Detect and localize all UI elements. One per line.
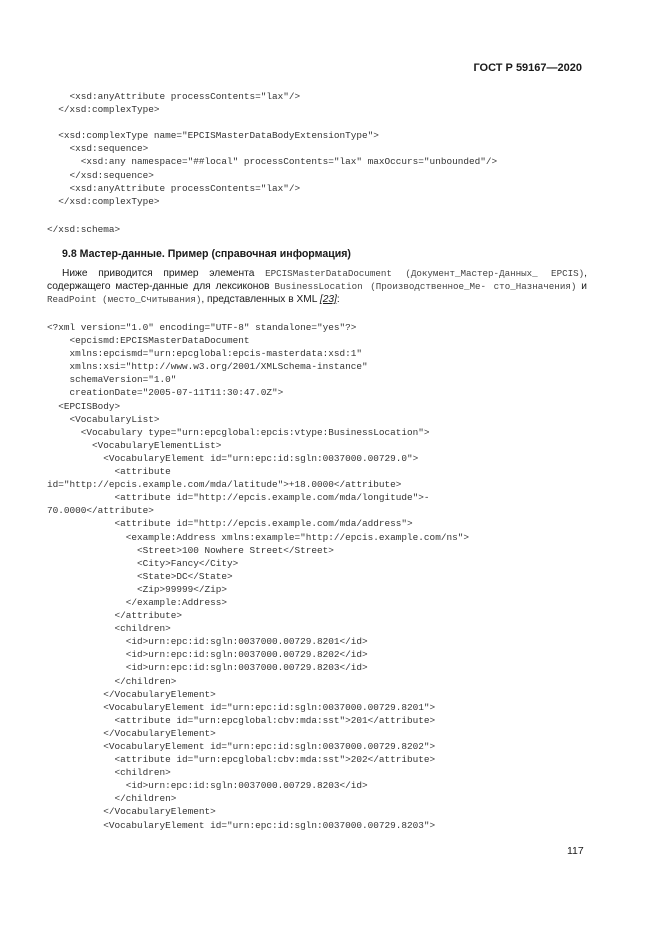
section-title: 9.8 Мастер-данные. Пример (справочная информация) xyxy=(62,248,351,260)
code-line: <?xml version="1.0" encoding="UTF-8" standalone="yes"?> xyxy=(47,322,357,333)
code-line: <example:Address xmlns:example="http://epcis.example.com/ns"> xyxy=(47,531,469,543)
code-line: </xsd:sequence> xyxy=(47,169,154,181)
code-line: <children> xyxy=(47,767,171,779)
code-line: <children> xyxy=(47,623,171,635)
code-line: <xsd:sequence> xyxy=(47,143,149,155)
code-line xyxy=(47,116,497,129)
paragraph-text: : xyxy=(336,294,340,305)
code-line: <EPCISBody> xyxy=(47,400,121,412)
code-line: 70.0000</attribute> xyxy=(47,505,154,517)
code-line: <VocabularyElement id="urn:epc:id:sgln:0037000.00729.0"> xyxy=(47,452,419,464)
schema-end-tag: </xsd:schema> xyxy=(47,224,121,235)
code-line: </children> xyxy=(47,793,177,805)
xml-example-block xyxy=(47,321,469,832)
paragraph-code: ReadPoint (место_Считывания) xyxy=(47,294,202,305)
code-line: id="http://epcis.example.com/mda/latitude">+18.0000</attribute> xyxy=(47,479,402,491)
paragraph-code: BusinessLocation (Производственное_Ме- сто_Назначения) xyxy=(274,281,577,292)
code-line: <attribute id="http://epcis.example.com/mda/longitude">- xyxy=(47,492,430,504)
code-line: <attribute id="http://epcis.example.com/mda/address"> xyxy=(47,518,413,530)
code-line: <id>urn:epc:id:sgln:0037000.00729.8201</id> xyxy=(47,636,368,648)
code-line: <Street>100 Nowhere Street</Street> xyxy=(47,544,334,556)
code-line: <xsd:complexType name="EPCISMasterDataBodyExtensionType"> xyxy=(47,130,379,142)
reference-link[interactable]: [23] xyxy=(319,294,337,305)
xsd-code-block xyxy=(47,90,497,208)
code-line: <xsd:anyAttribute processContents="lax"/> xyxy=(47,182,301,194)
intro-paragraph xyxy=(47,267,587,306)
paragraph-code: EPCISMasterDataDocument (Документ_Мастер-Данных_ EPCIS) xyxy=(265,268,585,279)
paragraph-text: , содержащего мастер-данные для лексиконов xyxy=(47,268,587,292)
code-line: </VocabularyElement> xyxy=(47,727,216,739)
code-line: </children> xyxy=(47,675,177,687)
code-line: <id>urn:epc:id:sgln:0037000.00729.8202</id> xyxy=(47,649,368,661)
standard-header: ГОСТ Р 59167—2020 xyxy=(473,62,582,74)
code-line: <xsd:any namespace="##local" processContents="lax" maxOccurs="unbounded"/> xyxy=(47,156,498,168)
code-line: <Vocabulary type="urn:epcglobal:epcis:vtype:BusinessLocation"> xyxy=(47,426,430,438)
code-line: <VocabularyElement id="urn:epc:id:sgln:0037000.00729.8202"> xyxy=(47,741,436,752)
code-line: <VocabularyElementList> xyxy=(47,439,222,451)
code-line: </xsd:complexType> xyxy=(47,195,160,207)
paragraph-text: Ниже приводится пример элемента xyxy=(62,268,266,279)
code-line: </example:Address> xyxy=(47,596,228,608)
code-line: <attribute id="urn:epcglobal:cbv:mda:sst">201</attribute> xyxy=(47,714,436,726)
code-line: <attribute id="urn:epcglobal:cbv:mda:sst">202</attribute> xyxy=(47,754,436,766)
code-line: <id>urn:epc:id:sgln:0037000.00729.8203</id> xyxy=(47,780,368,792)
code-line: <epcismd:EPCISMasterDataDocument xyxy=(47,335,250,347)
paragraph-text: , представленных в XML xyxy=(201,294,320,305)
code-line: </VocabularyElement> xyxy=(47,806,216,818)
code-line: <id>urn:epc:id:sgln:0037000.00729.8203</id> xyxy=(47,662,368,674)
code-line: <attribute xyxy=(47,466,171,478)
code-line: creationDate="2005-07-11T11:30:47.0Z"> xyxy=(47,387,284,399)
code-line: <Zip>99999</Zip> xyxy=(47,583,228,595)
paragraph-text: и xyxy=(576,281,587,292)
code-line: <City>Fancy</City> xyxy=(47,557,239,569)
code-line: schemaVersion="1.0" xyxy=(47,374,177,386)
code-line: </VocabularyElement> xyxy=(47,688,216,700)
code-line: <VocabularyElement id="urn:epc:id:sgln:0037000.00729.8203"> xyxy=(47,819,436,831)
page-number: 117 xyxy=(567,845,584,857)
code-line: xmlns:xsi="http://www.w3.org/2001/XMLSchema-instance" xyxy=(47,361,368,373)
code-line: </attribute> xyxy=(47,610,183,622)
code-line: <VocabularyList> xyxy=(47,413,160,425)
code-line: xmlns:epcismd="urn:epcglobal:epcis-masterdata:xsd:1" xyxy=(47,348,363,360)
code-line: <xsd:anyAttribute processContents="lax"/> xyxy=(47,91,301,102)
code-line: <State>DC</State> xyxy=(47,570,233,582)
code-line: <VocabularyElement id="urn:epc:id:sgln:0037000.00729.8201"> xyxy=(47,701,436,713)
code-line: </xsd:complexType> xyxy=(47,104,160,116)
